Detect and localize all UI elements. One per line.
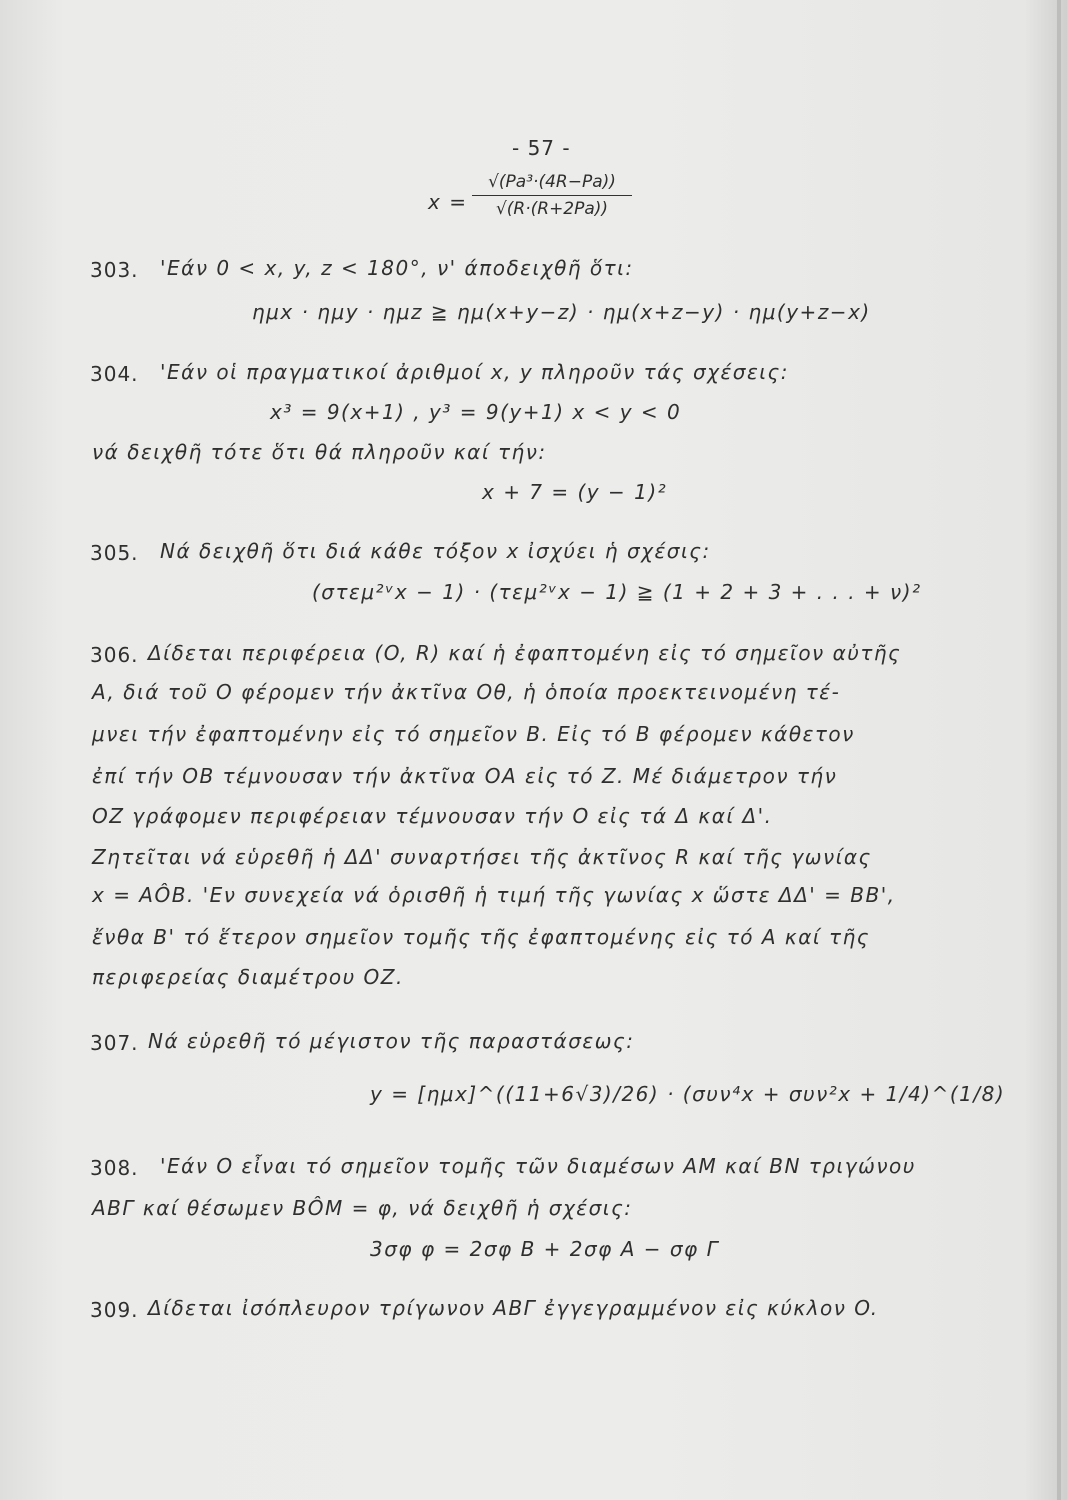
- formula-denominator: √(R·(R+2Pa)): [495, 199, 609, 219]
- problem-305-number: 305.: [90, 541, 139, 565]
- problem-306-line-3: μνει τήν ἐφαπτομένην εἰς τό σημεῖον B. Εἰς τό B φέρομεν κάθετον: [92, 722, 855, 746]
- problem-309-number: 309.: [90, 1298, 139, 1322]
- problem-307-number: 307.: [90, 1031, 139, 1055]
- fraction-bar: [472, 195, 632, 196]
- formula-numerator: √(Pa³·(4R−Pa)): [488, 172, 616, 192]
- problem-307-line-1: Νά εὑρεθῆ τό μέγιστον τῆς παραστάσεως:: [148, 1029, 635, 1053]
- problem-306-line-2: A, διά τοῦ O φέρομεν τήν ἀκτῖνα Oθ, ἡ ὁποία προεκτεινομένη τέ-: [92, 680, 841, 704]
- problem-306-line-4: ἐπί τήν OB τέμνουσαν τήν ἀκτῖνα OA εἰς τό Z. Μέ διάμετρον τήν: [92, 764, 838, 788]
- problem-307-line-2: y = [ημx]^((11+6√3)/26) · (συν⁴x + συν²x + 1/4)^(1/8): [370, 1082, 1006, 1106]
- problem-306-line-5: OZ γράφομεν περιφέρειαν τέμνουσαν τήν O εἰς τά Δ καί Δ'.: [92, 804, 773, 828]
- problem-306-line-9: περιφερείας διαμέτρου OZ.: [92, 965, 404, 989]
- problem-303-number: 303.: [90, 258, 139, 282]
- page-edge-shadow: [1057, 0, 1061, 1500]
- problem-306-line-8: ἔνθα B' τό ἕτερον σημεῖον τομῆς τῆς ἐφαπτομένης εἰς τό A καί τῆς: [92, 925, 870, 949]
- problem-304-line-2: x³ = 9(x+1) , y³ = 9(y+1) x < y < 0: [270, 400, 682, 424]
- page-number: - 57 -: [512, 136, 571, 160]
- problem-308-number: 308.: [90, 1156, 139, 1180]
- problem-303-line-2: ημx · ημy · ημz ≧ ημ(x+y−z) · ημ(x+z−y) · ημ(y+z−x): [252, 300, 871, 324]
- formula-lhs: x =: [428, 190, 468, 214]
- problem-304-line-3: νά δειχθῆ τότε ὅτι θά πληροῦν καί τήν:: [92, 440, 547, 464]
- problem-304-line-4: x + 7 = (y − 1)²: [482, 480, 668, 504]
- problem-309-line-1: Δίδεται ἰσόπλευρον τρίγωνον ABΓ ἐγγεγραμμένον εἰς κύκλον O.: [148, 1296, 879, 1320]
- problem-303-line-1: 'Εάν 0 < x, y, z < 180°, ν' άποδειχθῆ ὅτι:: [160, 256, 634, 280]
- problem-304-number: 304.: [90, 362, 139, 386]
- formula-fraction: [472, 172, 632, 219]
- problem-306-line-1: Δίδεται περιφέρεια (O, R) καί ἡ ἐφαπτομένη εἰς τό σημεῖον αὐτῆς: [148, 641, 902, 665]
- problem-306-line-6: Ζητεῖται νά εὑρεθῆ ἡ ΔΔ' συναρτήσει τῆς ἀκτῖνος R καί τῆς γωνίας: [92, 845, 872, 869]
- problem-304-line-1: 'Εάν οἱ πραγματικοί ἀριθμοί x, y πληροῦν τάς σχέσεις:: [160, 360, 790, 384]
- problem-305-line-1: Νά δειχθῆ ὅτι διά κάθε τόξον x ἰσχύει ἡ σχέσις:: [160, 539, 711, 563]
- problem-306-number: 306.: [90, 643, 139, 667]
- problem-306-line-7: x = AÔB. 'Εν συνεχεία νά ὁρισθῆ ἡ τιμή τῆς γωνίας x ὥστε ΔΔ' = BB',: [92, 883, 896, 907]
- problem-308-line-1: 'Εάν O εἶναι τό σημεῖον τομῆς τῶν διαμέσων AM καί BN τριγώνου: [160, 1154, 916, 1178]
- problem-308-line-3: 3σφ φ = 2σφ B + 2σφ A − σφ Γ: [370, 1237, 720, 1261]
- problem-308-line-2: ABΓ καί θέσωμεν BÔM = φ, νά δειχθῆ ἡ σχέσις:: [92, 1196, 633, 1220]
- problem-305-line-2: (στεμ²ᵛx − 1) · (τεμ²ᵛx − 1) ≧ (1 + 2 + 3 + . . . + ν)²: [312, 580, 922, 604]
